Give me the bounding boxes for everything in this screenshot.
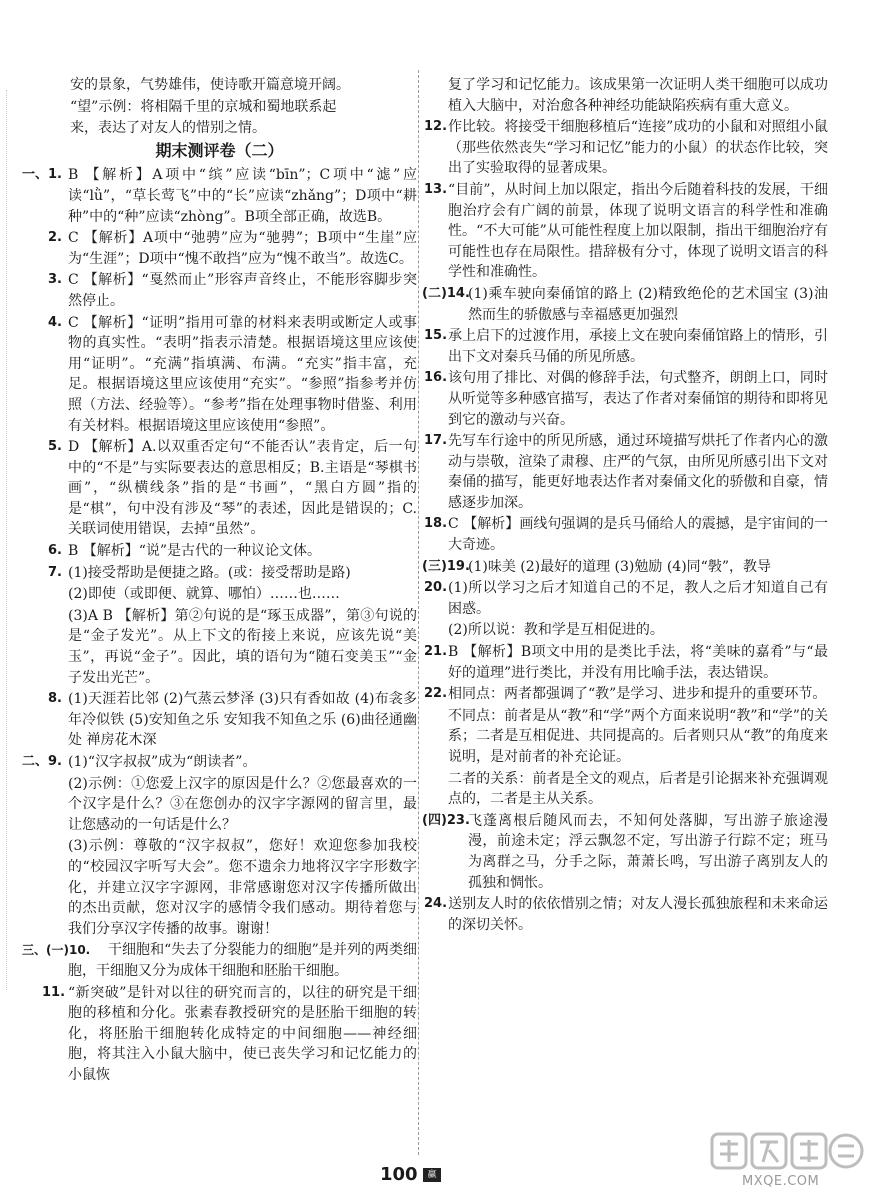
answer-item (424, 180, 828, 283)
binding-margin-dots (6, 90, 7, 990)
answer-item (424, 117, 828, 179)
answer-item (22, 437, 417, 540)
item-number: (三)19. (422, 558, 470, 574)
item-text: 送别友人时的依依惜别之情；对友人漫长孤独旅程和未来命运的深切关怀。 (448, 896, 828, 933)
item-number: 18. (424, 516, 448, 532)
item-number: 21. (424, 644, 448, 660)
item-text: 二者的关系：前者是全文的观点，后者是引论据来补充强调观点的，二者是主从关系。 (448, 770, 828, 808)
answer-item (424, 894, 828, 935)
item-text: (3)示例：尊敬的“汉字叔叔”，您好！欢迎您参加我校的“校园汉字听写大会”。您不遗余力地将汉字字形数字化，并建立汉字字源网，非常感谢您对汉字传播所做出的杰出贡献，您对汉字的感情令我们感动。期待着您与我们分享汉字传播的故事。谢谢！ (68, 838, 417, 937)
item-text: (2)所以说：教和学是互相促进的。 (448, 622, 664, 639)
answer-item (424, 431, 828, 513)
item-number: 13. (424, 181, 448, 197)
watermark (708, 1128, 868, 1196)
item-number: 二、9. (22, 754, 62, 769)
column-divider (418, 70, 419, 1155)
item-text: C 【解析】A项中“弛骋”应为“驰骋”；B项中“生崖”应为“生涯”；D项中“愧不敢挡”应为“愧不敢当”。故选C。 (68, 230, 417, 267)
item-number: 22. (424, 686, 448, 702)
item-text: 承上启下的过渡作用，承接上文在驶向秦俑馆路上的情形，引出下文对秦兵马俑的所见所感。 (448, 328, 828, 365)
item-text: 复了学习和记忆能力。该成果第一次证明人类干细胞可以成功植入大脑中，对治愈各种神经功能缺陷疾病有重大意义。 (448, 77, 828, 114)
item-number: 三、(一)10. (22, 943, 91, 958)
item-number: 24. (424, 896, 448, 912)
answer-item (424, 326, 828, 367)
item-text: 作比较。将接受干细胞移植后“连接”成功的小鼠和对照组小鼠（那些依然丧失“学习和记忆”能力的小鼠）的状态作比较，突出了实验取得的显著成果。 (448, 119, 828, 177)
intro-line: 来，表达了对友人的惜别之情。 (70, 120, 266, 137)
item-number: (二)14. (422, 285, 470, 301)
item-text: 先写车行途中的所见所感，通过环境描写烘托了作者内心的激动与崇敬，渲染了肃穆、庄严的气氛，由所见所感引出下文对秦俑的描写，能更好地表达作者对秦俑文化的骄傲和自豪，情感逐步加深。 (448, 433, 828, 511)
item-text: C 【解析】“证明”指用可靠的材料来表明或断定人或事物的真实性。“表明”指表示清楚。根据语境这里应该使用“证明”。“充满”指填满、布满。“充实”指丰富，充足。根据语境这里应该使用“充实”。“参照”指参考并仿照（方法、经验等）。“参考”指在处理事物时借鉴、利用有关材料。根据语境这里应该使用“参照”。 (68, 314, 417, 434)
item-number: 2. (48, 230, 62, 246)
item-text: (2)即使（或即便、就算、哪怕）……也…… (68, 586, 340, 603)
answer-item (22, 752, 417, 773)
answer-item (422, 557, 828, 578)
item-number: 4. (48, 314, 62, 330)
answer-item (22, 270, 417, 311)
item-number: 12. (424, 119, 448, 135)
item-number: 20. (424, 580, 448, 596)
item-text: (3)A B 【解析】第②句说的是“琢玉成器”，第③句说的是“金子发光”。从上下文的衔接上来说，应该先说“美玉”，再说“金子”。因此，填的语句为“随石变美玉”“金子发出光芒”。 (68, 607, 417, 686)
item-number: 一、1. (22, 167, 62, 183)
answer-subitem (22, 606, 417, 688)
item-number: 3. (48, 272, 62, 288)
item-text: (1)“汉字叔叔”成为“朗读者”。 (68, 754, 257, 770)
item-number: 6. (48, 543, 62, 559)
item-text: B 【解析】“说”是古代的一种议论文体。 (68, 543, 322, 560)
watermark-logo-icon (708, 1128, 868, 1174)
left-column (22, 75, 417, 1087)
item-text: 该句用了排比、对偶的修辞手法，句式整齐，朗朗上口，同时从听觉等多种感官描写，表达了作者对秦俑馆的期待和即将见到它的激动与兴奋。 (448, 370, 828, 428)
page-number: 100 (380, 1164, 418, 1185)
item-number: 5. (48, 439, 62, 455)
answer-item (22, 940, 417, 981)
item-text: B 【解析】B项文中用的是类比手法，将“美味的嘉肴”与“最好的道理”进行类比，并没有用比喻手法，表达错误。 (448, 644, 828, 681)
intro-line: “望”示例：将相隔千里的京城和蜀地联系起 (70, 98, 337, 115)
item-text: (2)示例：①您爱上汉字的原因是什么？②您最喜欢的一个汉字是什么？③在您创办的汉字字源网的留言里，最让您感动的一句话是什么？ (68, 775, 417, 833)
intro-line: 安的景象，气势雄伟，使诗歌开篇意境开阔。 (70, 77, 350, 93)
answer-subitem (428, 706, 828, 768)
answer-subitem (428, 769, 828, 810)
answer-subitem (22, 584, 417, 605)
answer-item (22, 983, 417, 1086)
answer-item (22, 541, 417, 562)
item-number: 11. (42, 984, 66, 1000)
answer-item (22, 228, 417, 269)
answer-item (424, 642, 828, 683)
answer-item (22, 313, 417, 437)
answer-continuation (428, 75, 828, 116)
item-text: “新突破”是针对以往的研究而言的，以往的研究是干细胞的移植和分化。张素春教授研究的是胚胎干细胞的转化，将胚胎干细胞转化成特定的中间细胞——神经细胞，将其注入小鼠大脑中，使已丧失学习和记忆能力的小鼠恢 (68, 984, 417, 1083)
item-text: 不同点：前者是从“教”和“学”两个方面来说明“教”和“学”的关系；二者是互相促进、共同提高的。后者则只从“教”的角度来说明，是对前者的补充论证。 (448, 707, 828, 765)
item-text: “目前”，从时间上加以限定，指出今后随着科技的发展，干细胞治疗会有广阔的前景，体现了说明文语言的科学性和准确性。“不大可能”从可能性程度上加以限制，指出干细胞治疗有可能性也存在局限性。措辞极有分寸，体现了说明文语言的科学性和准确性。 (448, 181, 828, 281)
answer-item (424, 368, 828, 430)
answer-item (22, 165, 417, 227)
answer-item (422, 811, 828, 893)
answer-item (424, 578, 828, 619)
watermark-url: MXQE.COM (742, 1174, 820, 1189)
item-text: 飞蓬离根后随风而去，不知何处落脚，写出游子旅途漫漫，前途未定；浮云飘忽不定，写出游子行踪不定；班马为离群之马，分手之际，萧萧长鸣，写出游子离别友人的孤独和惆怅。 (468, 812, 828, 891)
answer-item (424, 514, 828, 555)
item-text: C 【解析】“戛然而止”形容声音终止，不能形容脚步突然停止。 (68, 272, 417, 309)
item-text: (1)味美 (2)最好的道理 (3)勉励 (4)同“斅”，教导 (468, 558, 771, 575)
answer-item (422, 284, 828, 325)
item-text: (1)乘车驶向秦俑馆的路上 (2)精致绝伦的艺术国宝 (3)油然而生的骄傲感与幸福感更加强烈 (468, 285, 828, 323)
item-number: (四)23. (422, 812, 470, 828)
right-column (422, 75, 828, 936)
item-text: (1)天涯若比邻 (2)气蒸云梦泽 (3)只有香如故 (4)布衾多年冷似铁 (5)安知鱼之乐 安知我不知鱼之乐 (6)曲径通幽处 禅房花木深 (68, 691, 417, 749)
item-number: 16. (424, 370, 448, 386)
item-text: D 【解析】A.以双重否定句“不能否认”表肯定，后一句中的“不是”与实际要表达的意思相反；B.主语是“琴棋书画”，“纵横线条”指的是“书画”，“黑白方圆”指的是“棋”，句中没有涉及“琴”的表述，因此是错误的；C.关联词使用错误，去掉“虽然”。 (68, 439, 417, 538)
item-number: 15. (424, 328, 448, 344)
answer-subitem (22, 836, 417, 939)
item-number: 17. (424, 433, 448, 449)
item-number: 7. (48, 564, 62, 580)
item-text: 相同点：两者都强调了“教”是学习、进步和提升的重要环节。 (448, 686, 827, 703)
item-text: 干细胞和“失去了分裂能力的细胞”是并列的两类细胞，干细胞又分为成体干细胞和胚胎干细胞。 (68, 942, 417, 979)
answer-item (424, 684, 828, 705)
page-badge: 赢 (423, 1168, 441, 1182)
answer-subitem (22, 774, 417, 836)
item-text: (1)接受帮助是便捷之路。(或：接受帮助是路) (68, 564, 351, 581)
item-text: (1)所以学习之后才知道自己的不足，教人之后才知道自己有困惑。 (448, 580, 828, 617)
item-text: B 【解析】A项中“缤”应读“bīn”；C项中“滤”应读“lǜ”，“草长莺飞”中的“长”应读“zhǎng”；D项中“耕种”中的“种”应读“zhòng”。B项全部正确，故选B。 (68, 167, 417, 225)
answer-item (22, 563, 417, 584)
answer-item (22, 689, 417, 751)
item-text: C 【解析】画线句强调的是兵马俑给人的震撼，是宇宙间的一大奇迹。 (448, 516, 828, 554)
item-number: 8. (48, 691, 62, 707)
answer-subitem (428, 620, 828, 641)
section-title: 期末测评卷（二） (155, 140, 284, 160)
